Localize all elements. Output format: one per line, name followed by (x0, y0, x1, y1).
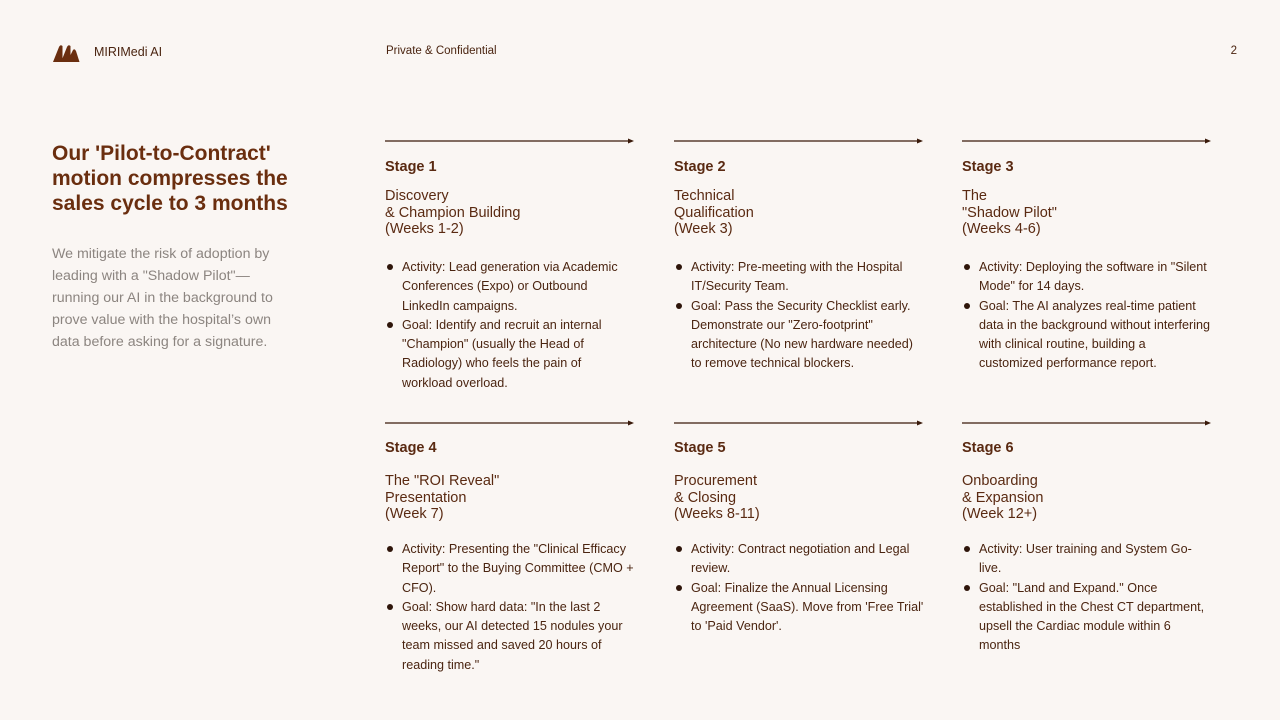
arrow-right-icon (385, 419, 635, 427)
stage-activity: Activity: Presenting the "Clinical Efficacy Report" to the Buying Committee (CMO + CFO). (385, 540, 635, 598)
stage-bullets (962, 540, 1212, 656)
stage-title: Discovery & Champion Building (Weeks 1-2) (385, 188, 521, 237)
stage-title: The "Shadow Pilot" (Weeks 4-6) (962, 188, 1057, 237)
arrow-right-icon (385, 137, 635, 145)
stage-label: Stage 4 (385, 440, 437, 456)
arrow-right-icon (962, 137, 1212, 145)
stage-title: Procurement & Closing (Weeks 8-11) (674, 473, 760, 522)
arrow-right-icon (674, 137, 924, 145)
stage-goal: Goal: Pass the Security Checklist early. Demonstrate our "Zero-footprint" architecture (No new hardware needed) to remove technical blockers. (674, 297, 924, 374)
stage-bullets (385, 540, 635, 675)
stage-goal: Goal: Identify and recruit an internal "Champion" (usually the Head of Radiology) who feels the pain of workload overload. (385, 316, 635, 393)
page-number: 2 (1230, 45, 1237, 57)
stage-goal: Goal: The AI analyzes real-time patient data in the background without interfering with clinical routine, building a customized performance report. (962, 297, 1212, 374)
stage-label: Stage 3 (962, 159, 1014, 175)
stage-label: Stage 1 (385, 159, 437, 175)
intro-text: We mitigate the risk of adoption by leading with a "Shadow Pilot"—running our AI in the background to prove value with the hospital’s own data before asking for a signature. (52, 246, 273, 350)
stage-label: Stage 6 (962, 440, 1014, 456)
stage-title: Onboarding & Expansion (Week 12+) (962, 473, 1044, 522)
stage-bullets (674, 540, 924, 636)
arrow-right-icon (962, 419, 1212, 427)
stage-title: Technical Qualification (Week 3) (674, 188, 754, 237)
stage-activity: Activity: User training and System Go-live. (962, 540, 1212, 579)
stage-activity: Activity: Deploying the software in "Silent Mode" for 14 days. (962, 258, 1212, 297)
stage-label: Stage 2 (674, 159, 726, 175)
stage-goal: Goal: Finalize the Annual Licensing Agreement (SaaS). Move from 'Free Trial' to 'Paid Vendor'. (674, 579, 924, 637)
stage-goal: Goal: Show hard data: "In the last 2 weeks, our AI detected 15 nodules your team missed and saved 20 hours of reading time." (385, 598, 635, 675)
arrow-right-icon (674, 419, 924, 427)
page-title: Our 'Pilot-to-Contract' motion compresses the sales cycle to 3 months (52, 142, 288, 215)
stage-bullets (962, 258, 1212, 374)
brand-name: MIRIMedi AI (94, 45, 163, 59)
stage-title: The "ROI Reveal" Presentation (Week 7) (385, 473, 500, 522)
miri-logo-icon (52, 43, 80, 63)
stage-activity: Activity: Lead generation via Academic Conferences (Expo) or Outbound LinkedIn campaigns. (385, 258, 635, 316)
stage-bullets (385, 258, 635, 393)
stage-activity: Activity: Pre-meeting with the Hospital IT/Security Team. (674, 258, 924, 297)
confidentiality-label: Private & Confidential (386, 45, 497, 57)
stage-label: Stage 5 (674, 440, 726, 456)
stage-bullets (674, 258, 924, 374)
stage-activity: Activity: Contract negotiation and Legal review. (674, 540, 924, 579)
stage-goal: Goal: "Land and Expand." Once established in the Chest CT department, upsell the Cardiac module within 6 months (962, 579, 1212, 656)
